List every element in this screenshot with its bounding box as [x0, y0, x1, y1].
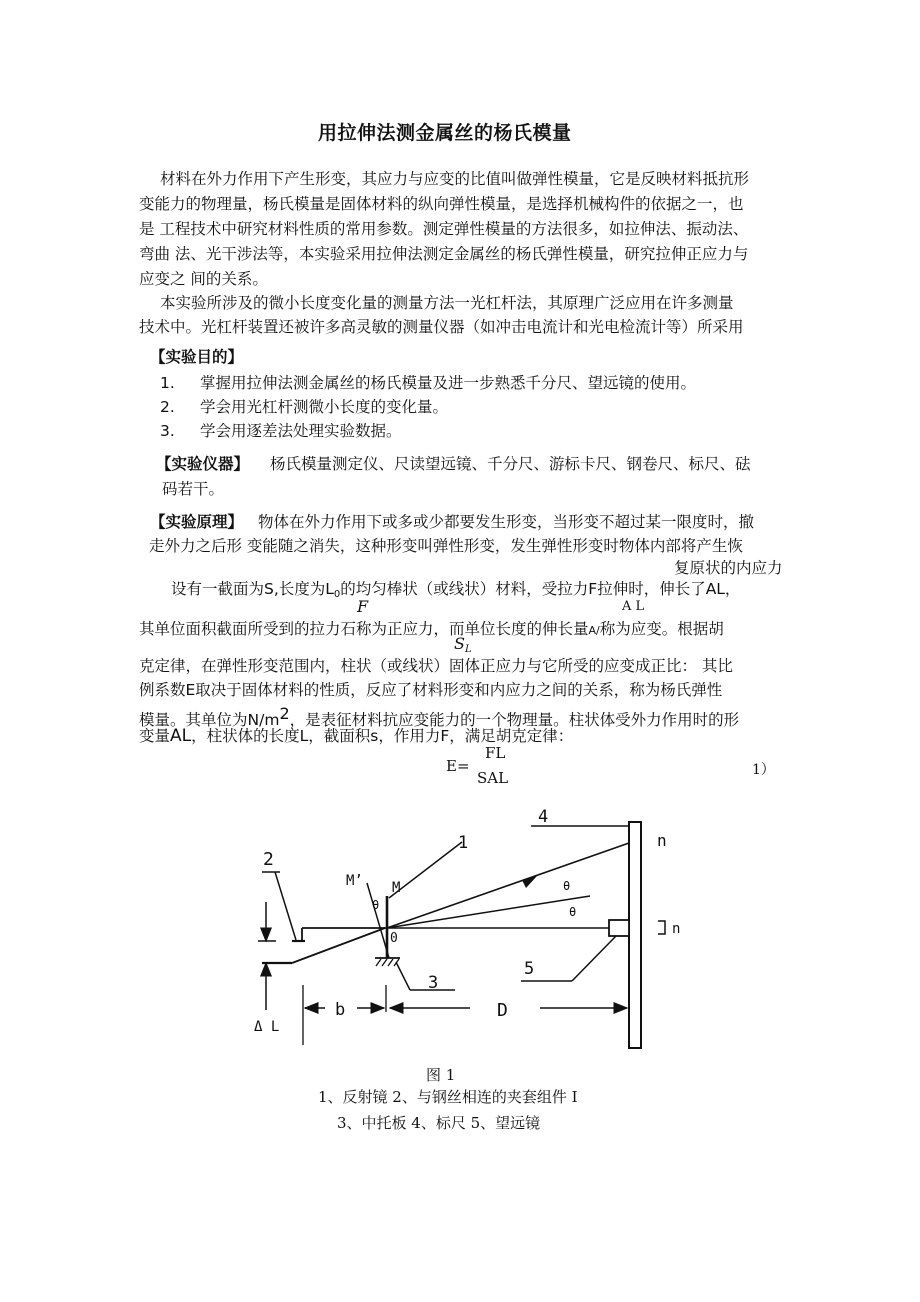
label-5: 5	[524, 959, 535, 979]
para-e-text-1: 模量。其单位为	[139, 711, 248, 729]
purpose-item-2-num: 2.	[160, 398, 175, 416]
purpose-item-1: 掌握用拉伸法测金属丝的杨氏模量及进一步熟悉千分尺、望远镜的使用。	[200, 374, 697, 392]
label-b: b	[335, 1000, 346, 1020]
intro-line-3: 是 工程技术中研究材料性质的常用参数。测定弹性模量的方法很多，如拉伸法、振动法、	[139, 220, 749, 238]
label-theta-3: θ	[569, 905, 577, 919]
leader-5b	[572, 936, 616, 981]
label-n0: n	[672, 921, 681, 937]
fraction-AL: A L	[622, 599, 645, 614]
para-e-text-2: ，是表征材料抗应变能力的一个物理量。柱状体受外力作用时的形	[289, 711, 740, 729]
para-e-unit: N/m	[247, 711, 280, 729]
instrument-heading: 【实验仪器】	[156, 455, 250, 473]
principle-para-c: 克定律，在弹性形变范围内，柱状（或线状）固体正应力与它所受的应变成正比： 其比	[139, 657, 733, 675]
para-e-sup: 2	[279, 704, 290, 723]
figure-caption-line-1: 1、反射镜 2、与钢丝相连的夹套组件 I	[318, 1088, 578, 1106]
para-b-small: A/	[588, 624, 600, 637]
para-b-text-2: 称为应变。根据胡	[599, 620, 724, 638]
label-deltaL: Δ L	[254, 1019, 280, 1035]
principle-heading: 【实验原理】	[150, 513, 244, 531]
label-theta-2: θ	[563, 879, 571, 893]
label-M: M	[392, 880, 401, 896]
intro-line-6: 本实验所涉及的微小长度变化量的测量方法一光杠杆法，其原理广泛应用在许多测量	[160, 294, 734, 312]
para-a-text-2: 的均匀棒状（或线状）材料，受拉力F拉伸时，伸长了AL，	[340, 580, 741, 598]
intro-line-4: 弯曲 法、光干涉法等，本实验采用拉伸法测定金属丝的杨氏弹性模量，研究拉伸正应力与	[139, 245, 749, 263]
para-f-text-1: 变量	[139, 727, 171, 745]
page-title: 用拉伸法测金属丝的杨氏模量	[318, 122, 572, 144]
label-3: 3	[428, 973, 439, 993]
principle-line-2: 走外力之后形 变能随之消失，这种形变叫弹性形变，发生弹性形变时物体内部将产生恢	[149, 537, 743, 555]
tilted-lever	[292, 928, 385, 963]
formula-denominator: SAL	[477, 769, 509, 787]
label-D: D	[497, 1000, 508, 1021]
leader-2	[275, 872, 296, 940]
intro-line-1: 材料在外力作用下产生形变，其应力与应变的比值叫做弹性模量，它是反映材料抵抗形	[160, 170, 750, 188]
purpose-item-3: 学会用逐差法处理实验数据。	[200, 422, 402, 440]
principle-line-3: 复原状的内应力	[674, 559, 783, 577]
purpose-item-2: 学会用光杠杆测微小长度的变化量。	[200, 398, 449, 416]
intro-line-2: 变能力的物理量，杨氏模量是固体材料的纵向弹性模量，是选择机械构件的依据之一，也	[139, 195, 744, 213]
scale-bar	[629, 822, 641, 1048]
formula-number: 1）	[752, 762, 775, 778]
purpose-item-1-num: 1.	[160, 374, 175, 392]
label-4: 4	[538, 807, 549, 827]
leader-3	[396, 962, 410, 990]
para-a-sub: 0	[333, 589, 341, 600]
para-f-text-2: ，柱状体的长度L，截面积s，作用力F，满足胡克定律：	[191, 727, 574, 745]
principle-line-1: 物体在外力作用下或多或少都要发生形变，当形变不超过某一限度时，撤	[258, 513, 755, 531]
purpose-item-3-num: 3.	[160, 422, 175, 440]
bisector-ray	[387, 896, 590, 928]
para-a-text-1: 设有一截面为S,长度为L	[171, 580, 334, 598]
purpose-heading: 【实验目的】	[150, 348, 244, 366]
label-n: n	[657, 831, 667, 850]
intro-line-5: 应变之 间的关系。	[139, 270, 268, 288]
n0-bracket	[658, 921, 665, 934]
instrument-line-2: 码若干。	[162, 480, 225, 498]
label-theta-1: θ	[372, 898, 380, 912]
fraction-F: F	[357, 597, 369, 616]
label-2: 2	[263, 849, 274, 870]
para-b-text-1: 其单位面积截面所受到的拉力石称为正应力，而单位长度的伸长量	[139, 620, 589, 638]
figure-caption-line-2: 3、中托板 4、标尺 5、望远镜	[337, 1114, 541, 1132]
intro-line-7: 技术中。光杠杆装置还被许多高灵敏的测量仪器（如冲击电流计和光电检流计等）所采用	[139, 318, 744, 336]
label-O: 0	[390, 931, 398, 946]
fraction-SL-S: S	[454, 634, 465, 653]
label-M-prime: M’	[346, 873, 363, 889]
telescope	[609, 920, 629, 936]
para-f-AL: AL	[170, 726, 192, 746]
reflected-ray-main	[387, 843, 629, 928]
principle-para-d: 例系数E取决于固体材料的性质，反应了材料形变和内应力之间的关系，称为杨氏弹性	[139, 681, 723, 699]
figure-caption-title: 图 1	[426, 1066, 456, 1084]
formula-lhs: E=	[446, 757, 470, 775]
fraction-SL-sub: L	[464, 644, 472, 655]
formula-numerator: FL	[485, 744, 506, 762]
instrument-line-1: 杨氏模量测定仪、尺读望远镜、千分尺、游标卡尺、钢卷尺、标尺、砝	[270, 455, 751, 473]
label-1: 1	[458, 833, 469, 853]
